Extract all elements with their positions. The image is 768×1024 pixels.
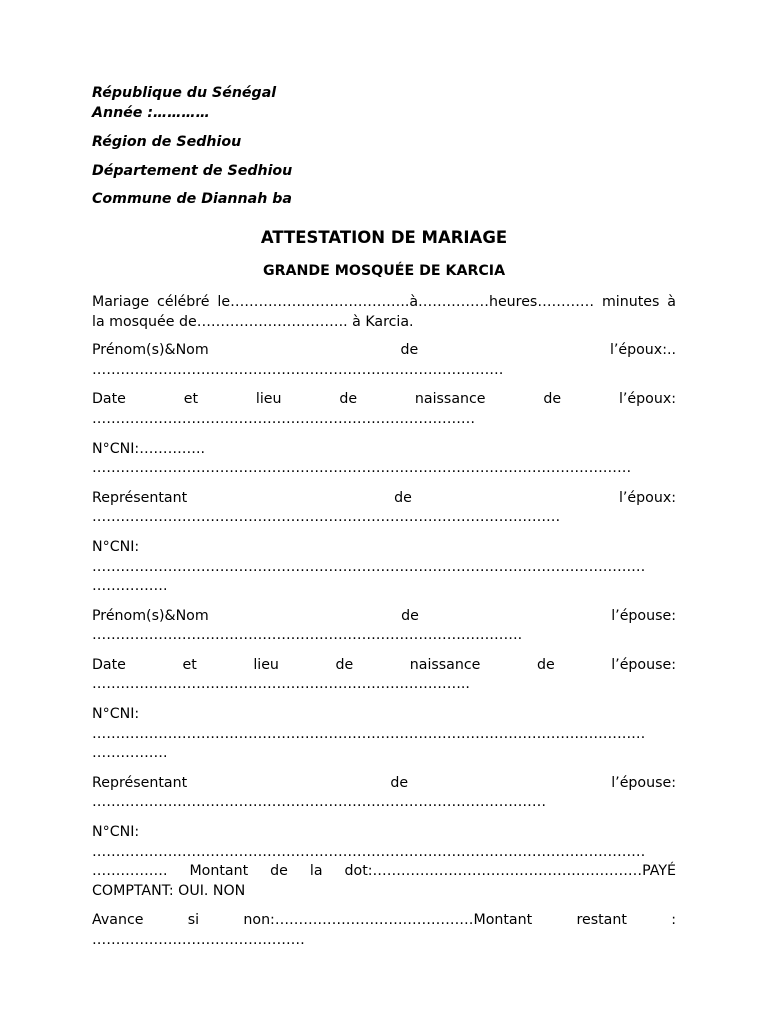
document-subtitle: GRANDE MOSQUÉE DE KARCIA — [262, 262, 506, 279]
paragraph-groom-birth: Date et lieu de naissance de l’époux: ……………………………………………………………………… — [92, 391, 676, 427]
paragraph-groom-name: Prénom(s)&Nom de l’époux:.. …………………………………………………………………………… — [92, 342, 676, 378]
paragraph-groom-cni: N°CNI:………….. …………………………………………………………………………………………………… — [92, 440, 632, 477]
paragraph-bride-birth: Date et lieu de naissance de l’épouse: …………………………………………………………………….. — [92, 656, 676, 693]
paragraph-ceremony: Mariage célébré le………………………………..à……………heures………… minutes à la mosquée de………………………….. à Karcia. — [92, 293, 676, 330]
header-region: Région de Sedhiou — [92, 134, 242, 151]
document-title: ATTESTATION DE MARIAGE — [260, 227, 508, 247]
header-year: Année :………… — [92, 104, 210, 121]
paragraph-groom-rep-cni: N°CNI: ……………………………………………………………………………………………………… ……………. — [92, 538, 646, 595]
paragraph-bride-name: Prénom(s)&Nom de l’épouse: ………………………………………………………………………………. — [92, 607, 676, 644]
paragraph-bride-cni: N°CNI: ……………………………………………………………………………………………………… ……………. — [92, 706, 646, 762]
header-country: République du Sénégal — [92, 85, 277, 101]
header-departement: Département de Sedhiou — [92, 162, 293, 179]
paragraph-groom-representative: Représentant de l’époux: ……………………………………………………………………………………… — [92, 489, 676, 526]
header-commune: Commune de Diannah ba — [92, 191, 292, 208]
document-page — [92, 84, 676, 951]
paragraph-bride-rep-cni-dowry: N°CNI: ……………………………………………………………………………………………………… ……………. Montant de la dot:…………………………………………………PAYÉ COMPTANT: OUI. NON — [92, 824, 676, 899]
paragraph-advance-remaining: Avance si non:……………………………………Montant restant : ……………………………………… — [92, 912, 676, 948]
paragraph-bride-representative: Représentant de l’épouse: …………………………………………………………………………………… — [92, 774, 676, 811]
